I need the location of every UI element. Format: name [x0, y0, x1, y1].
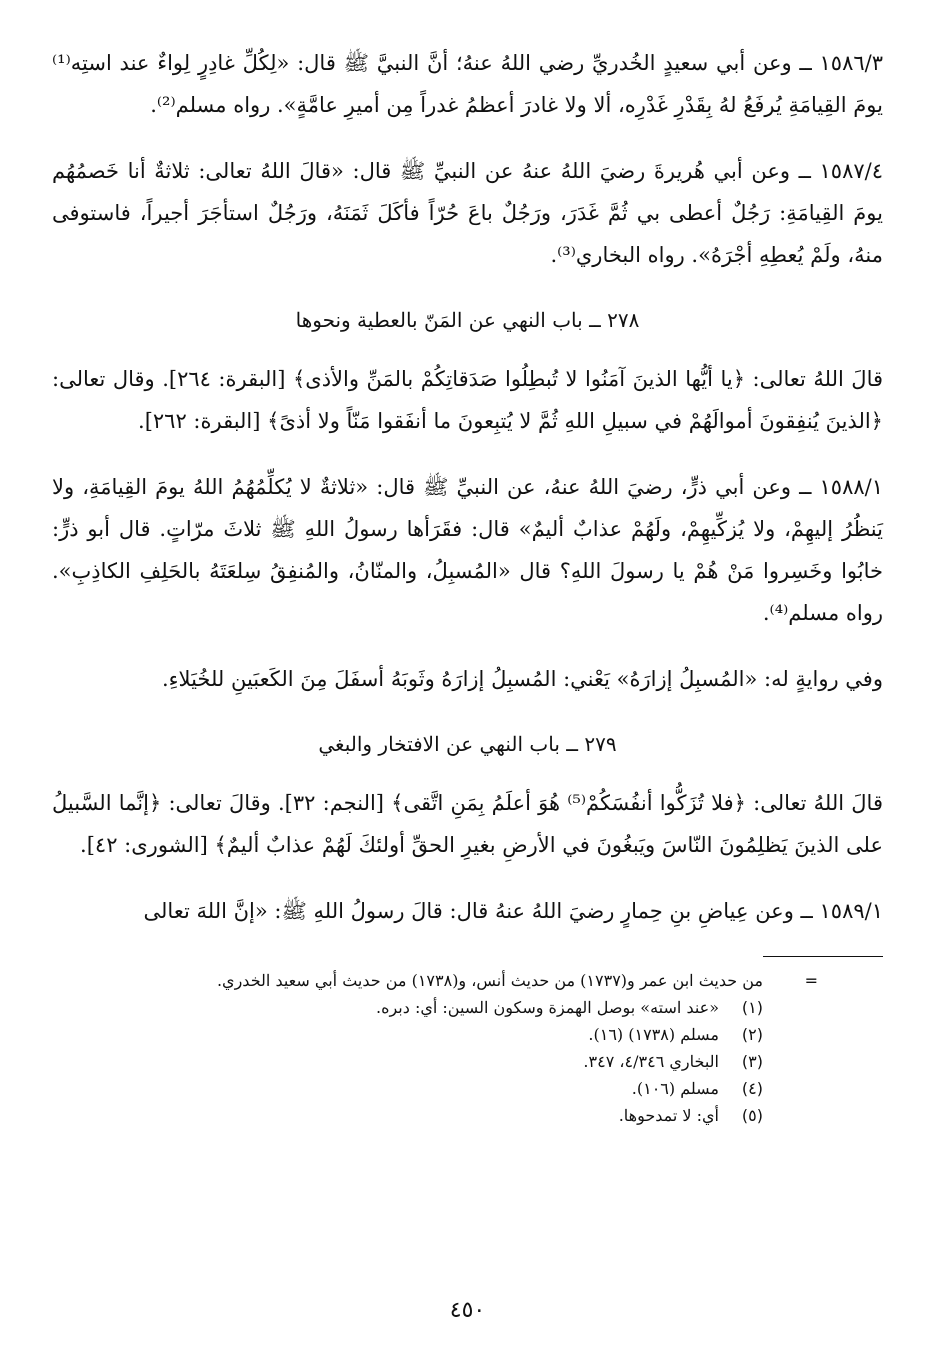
quran-verses-279: قالَ اللهُ تعالى: ﴿فلا تُزَكُّوا أنفُسَكُمْ⁽⁵⁾ هُوَ أعلَمُ بِمَنِ اتَّقى﴾ [النجم: ٣٢]. وقالَ تعالى: ﴿إنَّما السَّبيلُ على الذينَ يَظلِمُونَ النّاسَ ويَبغُونَ في الأرضِ بغيرِ الحقِّ أولئكَ لَهُمْ عذابٌ أليمٌ﴾ [الشورى: ٤٢]. — [52, 791, 883, 857]
footnote-item — [52, 1102, 763, 1129]
continuation-mark: = — [804, 971, 818, 990]
narration-note: وفي روايةٍ له: «المُسبِلُ إزارَهُ» يَعْني: المُسبِلُ إزارَهُ وثَوبَهُ أسفَلَ مِنَ الكَعبَينِ للخُيَلاءِ. — [161, 667, 883, 691]
footnote-item — [52, 1048, 763, 1075]
hadith-1586: ١٥٨٦/٣ ــ وعن أبي سعيدٍ الخُدريِّ رضي اللهُ عنهُ؛ أنَّ النبيَّ ﷺ قال: «لِكُلِّ غادِرٍ لِواءٌ عند استِه⁽¹⁾ يومَ القِيامَةِ يُرفَعُ لهُ بِقَدْرِ غَدْرِه، ألا ولا غادرَ أعظمُ غدراً مِن أميرِ عامَّةٍ». رواه مسلم⁽²⁾. — [52, 51, 883, 117]
footnote-continuation — [52, 967, 818, 994]
footnote-mark: (٢) — [741, 1025, 763, 1044]
footnote-item — [52, 1075, 763, 1102]
footnote-mark: (٤) — [741, 1079, 763, 1098]
chapter-heading-278: ٢٧٨ ــ باب النهي عن المَنّ بالعطية ونحوها — [295, 308, 640, 332]
footnote-text: البخاري ٤/٣٤٦، ٣٤٧. — [583, 1052, 719, 1071]
footnote-mark: (٣) — [741, 1052, 763, 1071]
footnote-text: «عند استه» بوصل الهمزة وسكون السين: أي: دبره. — [376, 998, 719, 1017]
footnote-item — [52, 1021, 763, 1048]
footnote-item — [52, 994, 763, 1021]
footnote-text: مسلم (١٧٣٨) (١٦). — [588, 1025, 719, 1044]
quran-verses-278: قالَ اللهُ تعالى: ﴿يا أيُّها الذينَ آمَنُوا لا تُبطِلُوا صَدَقاتِكُمْ بالمَنِّ والأذى﴾ [البقرة: ٢٦٤]. وقال تعالى: ﴿الذينَ يُنفِقونَ أموالَهُمْ في سبيلِ اللهِ ثُمَّ لا يُتبِعونَ ما أنفَقوا مَنّاً ولا أذىً﴾ [البقرة: ٢٦٢]. — [52, 367, 884, 433]
footnote-text: من حديث ابن عمر و(١٧٣٧) من حديث أنس، و(١٧٣٨) من حديث أبي سعيد الخدري. — [216, 971, 763, 990]
chapter-heading-279: ٢٧٩ ــ باب النهي عن الافتخار والبغي — [318, 732, 617, 756]
hadith-1589: ١٥٨٩/١ ــ وعن عِياضِ بنِ حِمارٍ رضيَ اللهُ عنهُ قال: قالَ رسولُ اللهِ ﷺ: «إنَّ اللهَ تعالى — [143, 899, 883, 923]
footnote-text: أي: لا تمدحوها. — [618, 1106, 719, 1125]
footnote-mark: (١) — [741, 998, 763, 1017]
footnote-mark: (٥) — [741, 1106, 763, 1125]
page-number: ٤٥٠ — [449, 1298, 486, 1323]
footnote-text: مسلم (١٠٦). — [631, 1079, 719, 1098]
footnotes — [52, 967, 883, 1129]
hadith-1588: ١٥٨٨/١ ــ وعن أبي ذرٍّ، رضيَ اللهُ عنهُ، عن النبيِّ ﷺ قال: «ثلاثةٌ لا يُكلِّمُهُمُ اللهُ يومَ القِيامَةِ، ولا يَنظُرُ إليهِمْ، ولا يُزكِّيهِمْ، ولَهُمْ عذابٌ أليمٌ» قال: فقَرَأها رسولُ اللهِ ﷺ ثلاثَ مرّاتٍ. قال أبو ذرٍّ: خابُوا وخَسِروا مَنْ هُمْ يا رسولَ اللهِ؟ قال «المُسبِلُ، والمنّانُ، والمُنفِقُ سِلعَتَهُ بالحَلِفِ الكاذِبِ». رواه مسلم⁽⁴⁾. — [52, 475, 883, 625]
hadith-1587: ١٥٨٧/٤ ــ وعن أبي هُريرةَ رضيَ اللهُ عنهُ عن النبيِّ ﷺ قال: «قالَ اللهُ تعالى: ثلاثةٌ أنا خَصمُهُم يومَ القِيامَةِ: رَجُلٌ أعطى بي ثُمَّ غَدَرَ، ورَجُلٌ باعَ حُرّاً فأكَلَ ثَمَنَهُ، ورَجُلٌ استأجَرَ أجيراً، فاستوفى منهُ، ولَمْ يُعطِهِ أجْرَهُ». رواه البخاري⁽³⁾. — [52, 159, 883, 267]
main-text — [52, 42, 883, 932]
footnote-divider — [763, 956, 883, 957]
